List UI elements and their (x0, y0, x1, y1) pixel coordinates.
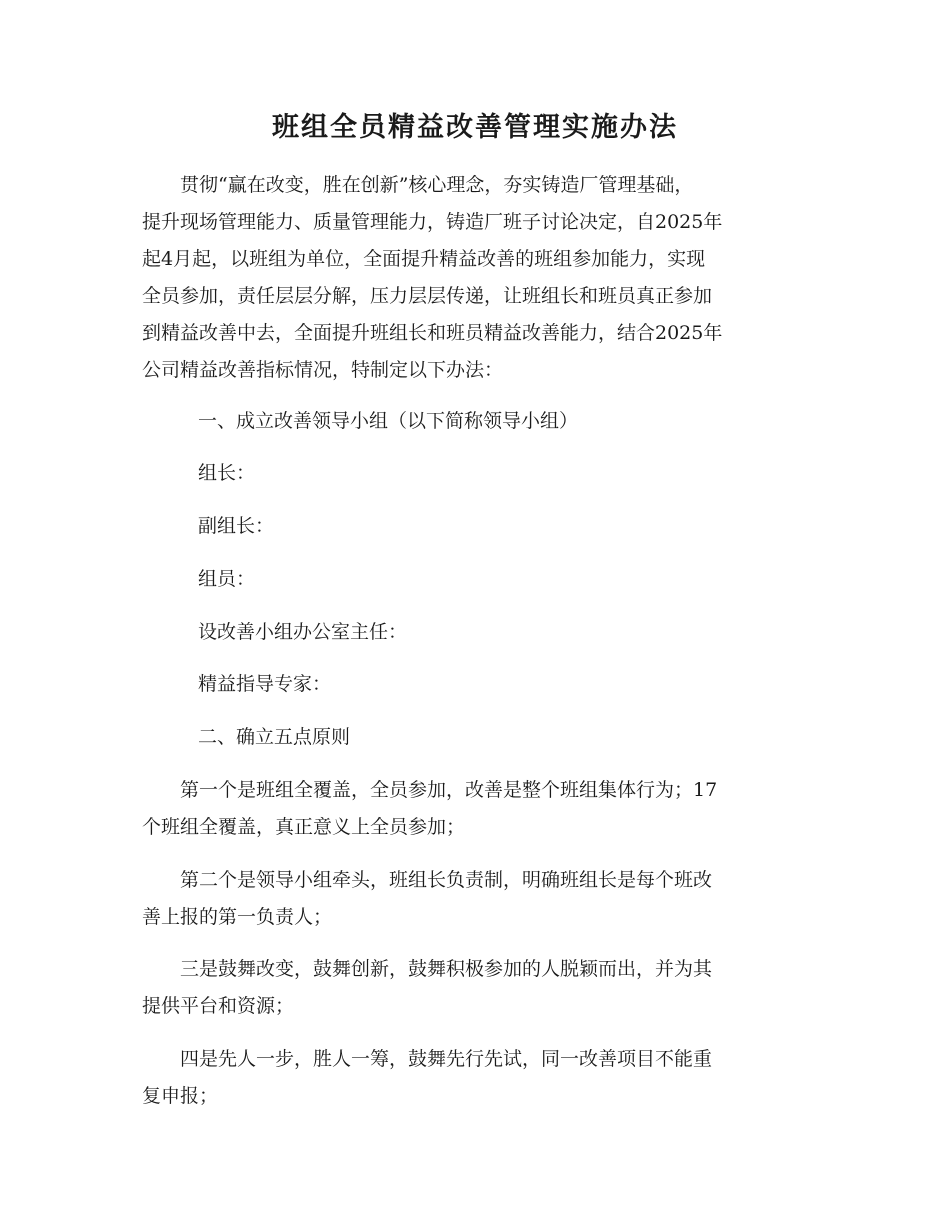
document-title: 班组全员精益改善管理实施办法 (272, 112, 678, 143)
principle-1-paragraph (142, 772, 810, 846)
section1-heading: 一、成立改善领导小组（以下简称领导小组） (198, 410, 579, 432)
intro-line-6: 公司精益改善指标情况，特制定以下办法： (142, 359, 504, 381)
intro-line-5: 到精益改善中去，全面提升班组长和班员精益改善能力，结合2025年 (142, 322, 723, 344)
principle-2-line-2: 善上报的第一负责人； (142, 906, 333, 928)
members-label: 组员： (198, 568, 256, 590)
principle-2-paragraph (142, 862, 810, 936)
principle-4-line-1: 四是先人一步，胜人一筹，鼓舞先行先试，同一改善项目不能重 (180, 1048, 713, 1070)
intro-line-1: 贯彻“赢在改变，胜在创新”核心理念，夯实铸造厂管理基础， (180, 174, 694, 196)
principle-4-line-2: 复申报； (142, 1085, 219, 1107)
intro-line-4: 全员参加，责任层层分解，压力层层传递，让班组长和班员真正参加 (142, 285, 713, 307)
intro-line-3: 起4月起，以班组为单位，全面提升精益改善的班组参加能力，实现 (142, 248, 706, 270)
leader-label: 组长： (198, 462, 256, 484)
principle-3-line-1: 三是鼓舞改变，鼓舞创新，鼓舞积极参加的人脱颖而出，并为其 (180, 958, 713, 980)
principle-3-line-2: 提供平台和资源； (142, 995, 295, 1017)
intro-line-2: 提升现场管理能力、质量管理能力，铸造厂班子讨论决定，自2025年 (142, 211, 723, 233)
lean-expert-label: 精益指导专家： (198, 673, 332, 695)
office-director-label: 设改善小组办公室主任： (198, 621, 408, 643)
intro-paragraph (142, 167, 810, 389)
principle-2-line-1: 第二个是领导小组牵头，班组长负责制，明确班组长是每个班改 (180, 869, 713, 891)
principle-1-line-1: 第一个是班组全覆盖，全员参加，改善是整个班组集体行为；17 (180, 779, 718, 801)
principle-3-paragraph (142, 951, 810, 1025)
principle-1-line-2: 个班组全覆盖，真正意义上全员参加； (142, 816, 466, 838)
principle-4-paragraph (142, 1041, 810, 1115)
section2-heading: 二、确立五点原则 (198, 726, 351, 748)
deputy-leader-label: 副组长： (198, 515, 275, 537)
